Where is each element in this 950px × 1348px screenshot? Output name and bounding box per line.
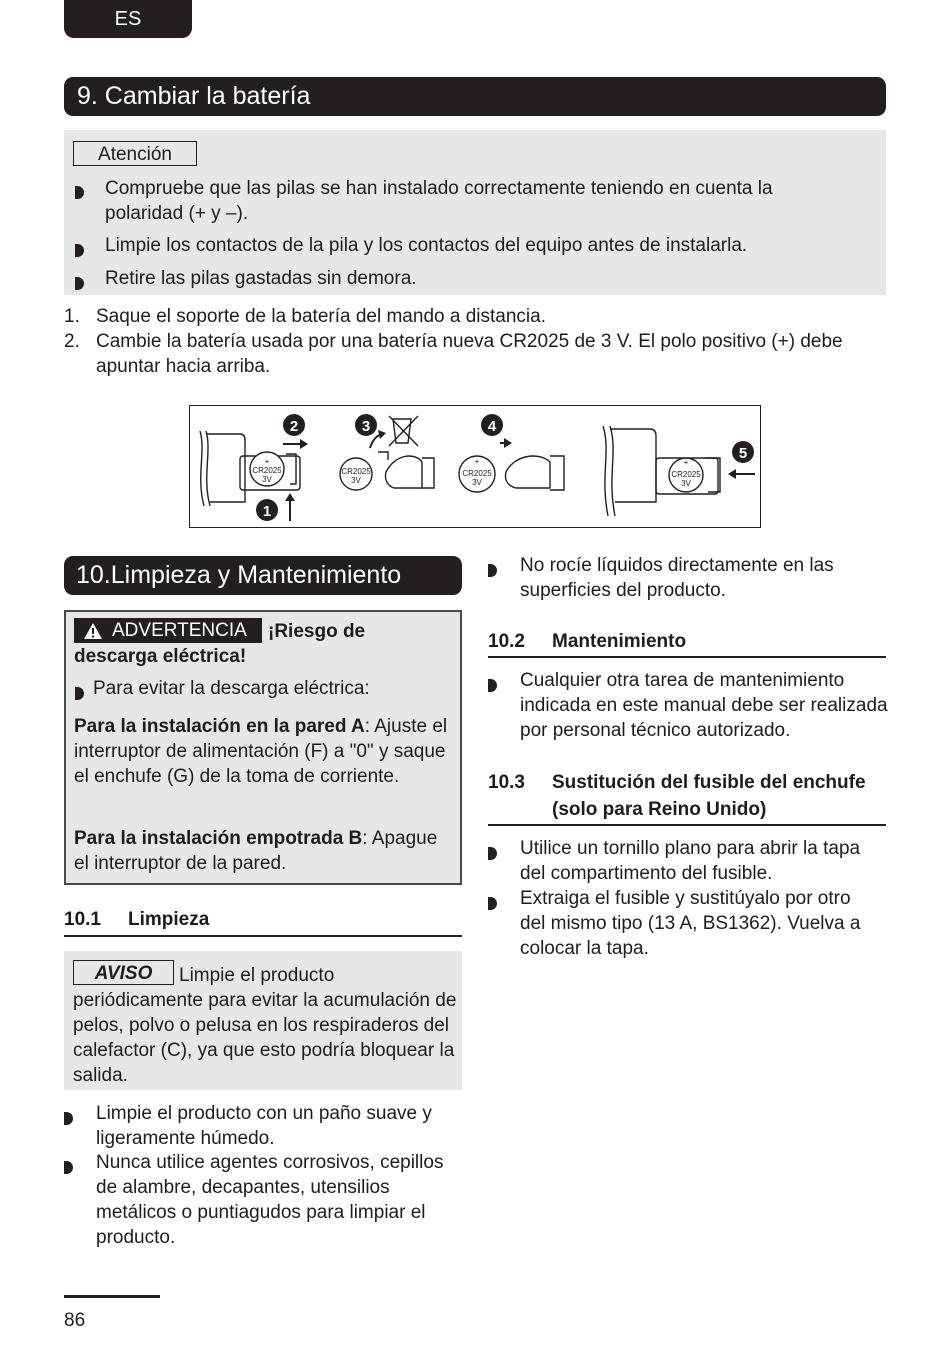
plus-sign: +: [474, 457, 480, 466]
attention-item: Limpie los contactos de la pila y los contactos del equipo antes de instalarla.: [105, 235, 748, 256]
subsection-number: 10.3: [488, 772, 525, 793]
subsection-title: Sustitución del fusible del enchufe: [552, 772, 866, 793]
battery-label: CR2025: [341, 467, 371, 476]
notice-text: Limpie el producto periódicamente para evitar la acumulación de pelos, polvo o pelusa en los respiraderos del calefactor (C), ya que esto podría bloquear la salida.: [73, 965, 457, 1086]
plus-sign: +: [683, 458, 689, 467]
battery-voltage: 3V: [262, 475, 272, 484]
bullet-marker: [64, 1156, 73, 1181]
warning-intro: Para evitar la descarga eléctrica:: [93, 678, 370, 699]
subsection-number: 10.2: [488, 631, 525, 652]
warning-wall-instructions: Para la instalación en la pared A: Ajuste el interruptor de alimentación (F) a "0" y saque el enchufe (G) de la toma de corriente.: [74, 716, 448, 787]
bullet-marker: [64, 1107, 73, 1132]
divider: [64, 935, 462, 937]
warning-triangle-icon: [83, 622, 103, 640]
bullet-marker: [488, 842, 497, 867]
subsection-number: 10.1: [64, 909, 101, 930]
warning-label: ADVERTENCIA: [74, 618, 262, 643]
warning-flush-instructions: Para la instalación empotrada B: Apague el interruptor de la pared.: [74, 828, 438, 874]
divider: [488, 824, 886, 826]
bullet-marker: [75, 272, 84, 297]
subsection-title: (solo para Reino Unido): [552, 799, 767, 820]
attention-item: Retire las pilas gastadas sin demora.: [105, 268, 417, 289]
warning-heading: ¡Riesgo de: [268, 621, 366, 642]
bullet-marker: [488, 892, 497, 917]
callout-4: 4: [487, 418, 497, 435]
page-number: 86: [64, 1310, 86, 1331]
step-text: Cambie la batería usada por una batería nueva CR2025 de 3 V. El polo positivo (+) debe apuntar hacia arriba.: [96, 331, 843, 377]
callout-2: 2: [289, 418, 299, 435]
battery-diagram: [190, 406, 760, 527]
battery-label: CR2025: [462, 469, 492, 478]
step-text: Saque el soporte de la batería del mando a distancia.: [96, 306, 546, 327]
attention-label: Atención: [73, 141, 197, 166]
divider: [488, 656, 886, 658]
subsection-title: Limpieza: [128, 909, 210, 930]
cleaning-item: No rocíe líquidos directamente en las superficies del producto.: [520, 555, 834, 601]
callout-5: 5: [738, 445, 748, 462]
bullet-marker: [75, 682, 84, 707]
cleaning-item: Limpie el producto con un paño suave y ligeramente húmedo.: [96, 1103, 432, 1149]
battery-label: CR2025: [671, 470, 701, 479]
callout-3: 3: [361, 418, 371, 435]
bullet-marker: [488, 674, 497, 699]
section-10-title: 10.Limpieza y Mantenimiento: [64, 556, 462, 595]
warning-heading: descarga eléctrica!: [74, 646, 247, 667]
battery-voltage: 3V: [472, 478, 482, 487]
step-number: 1.: [64, 306, 80, 327]
cleaning-item: Nunca utilice agentes corrosivos, cepillos de alambre, decapantes, utensilios metálicos o puntiagudos para limpiar el producto.: [96, 1152, 444, 1248]
fuse-item: Utilice un tornillo plano para abrir la tapa del compartimento del fusible.: [520, 838, 861, 884]
fuse-item: Extraiga el fusible y sustitúyalo por otro del mismo tipo (13 A, BS1362). Vuelva a colocar la tapa.: [520, 888, 861, 959]
battery-voltage: 3V: [681, 479, 691, 488]
attention-item: Compruebe que las pilas se han instalado correctamente teniendo en cuenta la polaridad (+ y –).: [105, 178, 773, 224]
bullet-marker: [75, 181, 84, 206]
subsection-title: Mantenimiento: [552, 631, 687, 652]
language-tab: ES: [64, 0, 192, 38]
footer-rule: [64, 1295, 160, 1298]
battery-label: CR2025: [252, 466, 282, 475]
notice-label: AVISO: [73, 960, 174, 985]
battery-voltage: 3V: [351, 476, 361, 485]
bullet-marker: [75, 239, 84, 264]
callout-1: 1: [262, 503, 272, 520]
battery-replacement-figure: [189, 405, 761, 528]
section-9-title: 9. Cambiar la batería: [64, 77, 886, 116]
bullet-marker: [488, 559, 497, 584]
step-number: 2.: [64, 331, 80, 352]
plus-sign: +: [264, 457, 270, 466]
maintenance-item: Cualquier otra tarea de mantenimiento indicada en este manual debe ser realizada por personal técnico autorizado.: [520, 670, 888, 741]
